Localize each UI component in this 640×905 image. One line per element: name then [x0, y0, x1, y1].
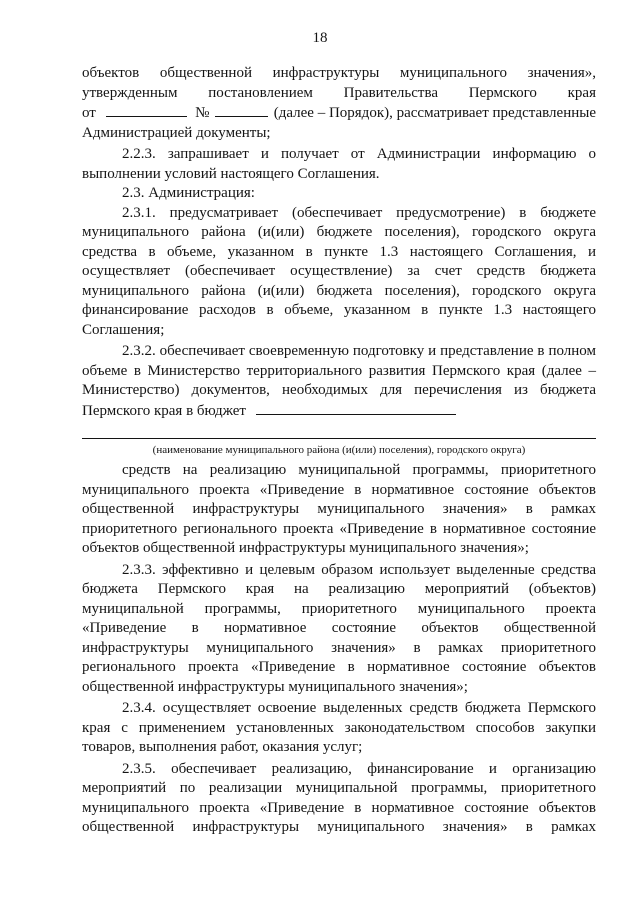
- text-fragment: от: [82, 105, 96, 121]
- text-line: Администрацией документы;: [82, 124, 271, 141]
- blank-budget-name: [256, 401, 456, 415]
- text-line: утвержденным постановлением Правительства Пермского края: [82, 84, 596, 101]
- document-body: [82, 64, 596, 838]
- paragraph-2-3-2: [82, 342, 596, 421]
- text-fragment: (далее – Порядок), рассматривает представленные: [273, 105, 596, 121]
- blank-date: [106, 103, 187, 117]
- paragraph-2-3-1: 2.3.1. предусматривает (обеспечивает предусмотрение) в бюджете муниципального района (и(или) бюджете поселения), городского округа средства в объеме, указанном в пункте 1.3 настоящего Соглашения, и осуществляет (обеспечивает осуществление) за счет средств бюджета муниципального района (и(или) бюджета поселения), городского округа финансирование расходов в объеме, указанном в пункте 1.3 настоящего Соглашения;: [82, 204, 596, 338]
- paragraph-2-3-5: 2.3.5. обеспечивает реализацию, финансирование и организацию мероприятий по реализации муниципальной программы, приоритетного муниципального проекта «Приведение в нормативное состояние объектов общественной инфраструктуры муниципального значения» в рамках: [82, 760, 596, 835]
- blank-caption: (наименование муниципального района (и(или) поселения), городского округа): [152, 444, 526, 456]
- text-line: объектов общественной инфраструктуры муниципального значения»,: [82, 65, 596, 81]
- blank-budget-name-line: [82, 438, 596, 439]
- paragraph-2-3-4: 2.3.4. осуществляет освоение выделенных средств бюджета Пермского края с применением установленных законодательством способов закупки товаров, выполнения работ, оказания услуг;: [82, 700, 596, 755]
- page-number: 18: [312, 30, 328, 46]
- text-line: [82, 103, 596, 124]
- text-fragment: №: [195, 105, 210, 121]
- paragraph-2-2-3: 2.2.3. запрашивает и получает от Администрации информацию о выполнении условий настоящего Соглашения.: [82, 146, 596, 182]
- paragraph-2-3: 2.3. Администрация:: [122, 185, 255, 201]
- paragraph-text: 2.3.2. обеспечивает своевременную подготовку и представление в полном объеме в Министерство территориального развития Пермского края (далее – Министерство) документов, необходимых для перечисления из бюджета Пермского края в бюджет: [82, 343, 596, 419]
- blank-number: [215, 103, 267, 117]
- paragraph-2-3-3: 2.3.3. эффективно и целевым образом использует выделенные средства бюджета Пермского края на реализацию мероприятий (объектов) муниципальной программы, приоритетного муниципального проекта «Приведение в нормативное состояние объектов общественной инфраструктуры муниципального значения» в рамках приоритетного регионального проекта «Приведение в нормативное состояние объектов общественной инфраструктуры муниципального значения»;: [82, 561, 596, 695]
- paragraph-2-3-2-continued: средств на реализацию муниципальной программы, приоритетного муниципального проекта «Приведение в нормативное состояние объектов общественной инфраструктуры муниципального значения» в рамках приоритетного регионального проекта «Приведение в нормативное состояние объектов общественной инфраструктуры муниципального значения»;: [82, 462, 596, 556]
